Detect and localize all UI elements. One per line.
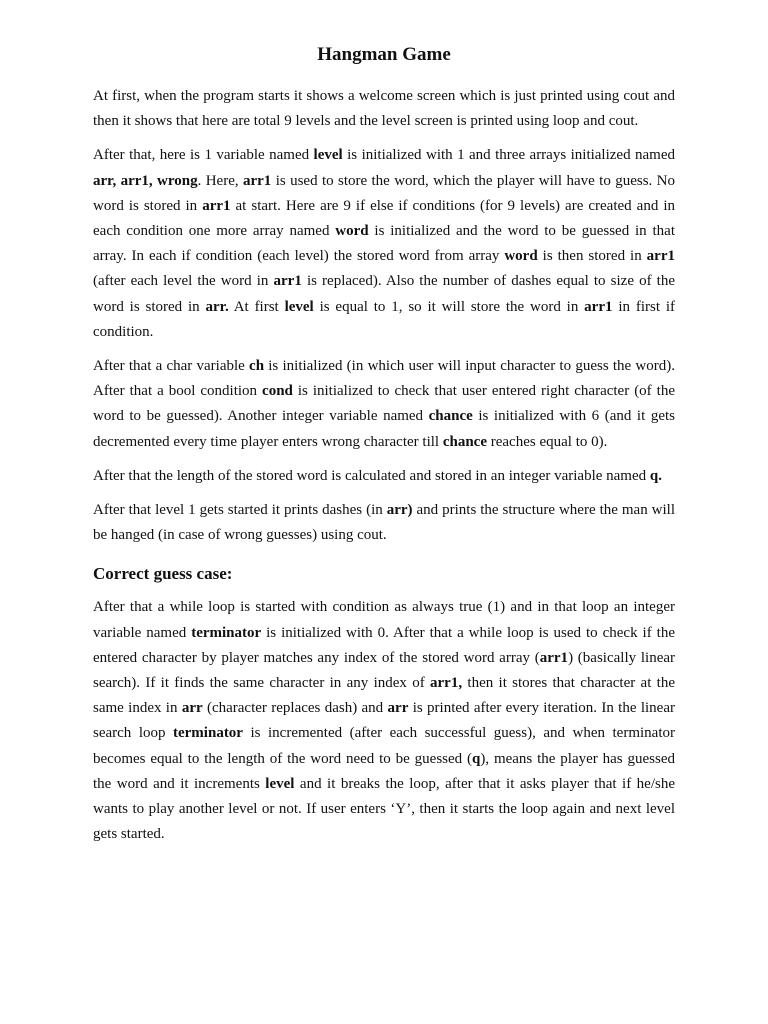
section-heading: Correct guess case: [93, 564, 233, 584]
text-run: At first, when the program starts it shows a welcome screen which is just printed using cout and then it shows that here are total 9 levels and the level screen is printed using loop and cout. [93, 88, 675, 130]
text-run: At first [228, 298, 285, 315]
bold-term: arr) [386, 502, 413, 519]
text-run: is initialized to check that user entered right character (of the word to be guessed). Another integer variable named [93, 383, 675, 425]
paragraph-word-length [93, 464, 675, 489]
text-run: and prints the structure where the man will be hanged (in case of wrong guesses) using cout. [93, 502, 675, 544]
bold-term: arr1 [242, 172, 272, 189]
bold-term: arr1 [646, 248, 675, 265]
text-run: is replaced). Also the number of dashes equal to size of the word is stored in [93, 273, 675, 315]
text-run: is then stored in [537, 248, 647, 265]
document-page [93, 42, 675, 856]
bold-term: ch [249, 358, 265, 375]
text-run: (after each level the word in [93, 273, 274, 290]
bold-term: terminator [173, 725, 243, 742]
text-run: is initialized with 1 and three arrays initialized named [342, 147, 676, 164]
paragraph-intro [93, 84, 675, 134]
bold-term: level [265, 775, 295, 792]
text-run: and it breaks the loop, after that it asks player that if he/she wants to play another level or not. If user enters ‘Y’, then it starts the loop again and next level gets started. [93, 775, 675, 843]
bold-term: arr1 [202, 197, 231, 214]
bold-term: level [284, 298, 314, 315]
bold-term: arr1 [539, 649, 569, 666]
text-run: ) (basically linear search). If it finds the same character in any index of [93, 649, 676, 692]
bold-term: arr [181, 700, 203, 717]
text-run: in first if condition. [93, 298, 676, 340]
text-run: After that a while loop is started with condition as always true (1) and in that loop an integer variable named [93, 599, 675, 641]
bold-term: arr1, [430, 675, 463, 692]
bold-term: arr, arr1, wrong [93, 172, 198, 189]
text-run: After that the length of the stored word is calculated and stored in an integer variable named [93, 467, 650, 484]
paragraph-correct-guess [93, 595, 675, 847]
text-run: at start. Here are 9 if else if conditions (for 9 levels) are created and in each condition one more array named [93, 197, 675, 240]
bold-term: chance [442, 433, 487, 450]
paragraph-variables [93, 143, 675, 345]
bold-term: arr [387, 700, 409, 717]
text-run: After that, here is 1 variable named [93, 147, 314, 164]
text-run: ), means the player has guessed the word and it increments [93, 750, 675, 792]
bold-term: arr1 [584, 298, 613, 315]
text-run: After that a char variable [93, 358, 250, 375]
text-run: is initialized and the word to be guessed in that array. In each if condition (each level) the stored word from array [93, 223, 675, 265]
text-run: . Here, [197, 172, 243, 189]
text-run: is initialized (in which user will input character to guess the word). After that a bool condition [93, 358, 675, 400]
bold-term: word [504, 248, 538, 265]
text-run: is equal to 1, so it will store the word in [313, 298, 585, 315]
bold-term: q [472, 750, 481, 767]
bold-term: cond [262, 383, 293, 400]
bold-term: level [313, 147, 343, 164]
text-run: then it stores that character at the same index in [93, 675, 675, 717]
text-run: is initialized with 6 (and it gets decremented every time player enters wrong character till [93, 408, 675, 450]
bold-term: q. [649, 467, 662, 484]
paragraph-level-start [93, 498, 675, 548]
bold-term: arr. [205, 298, 229, 315]
text-run: After that level 1 gets started it prints dashes (in [93, 502, 387, 519]
document-title: Hangman Game [317, 44, 451, 65]
bold-term: word [335, 223, 369, 240]
text-run: is incremented (after each successful guess), and when terminator becomes equal to the length of the word need to be guessed ( [93, 725, 675, 767]
paragraph-char-variable [93, 354, 675, 455]
text-run: is initialized with 0. After that a while loop is used to check if the entered character by player matches any index of the stored word array ( [93, 624, 675, 666]
text-run: is printed after every iteration. In the linear search loop [93, 700, 675, 742]
bold-term: chance [428, 408, 473, 425]
text-run: is used to store the word, which the player will have to guess. No word is stored in [93, 172, 675, 214]
text-run: (character replaces dash) and [202, 700, 388, 717]
bold-term: terminator [191, 624, 262, 641]
bold-term: arr1 [273, 273, 302, 290]
text-run: reaches equal to 0). [487, 433, 608, 450]
